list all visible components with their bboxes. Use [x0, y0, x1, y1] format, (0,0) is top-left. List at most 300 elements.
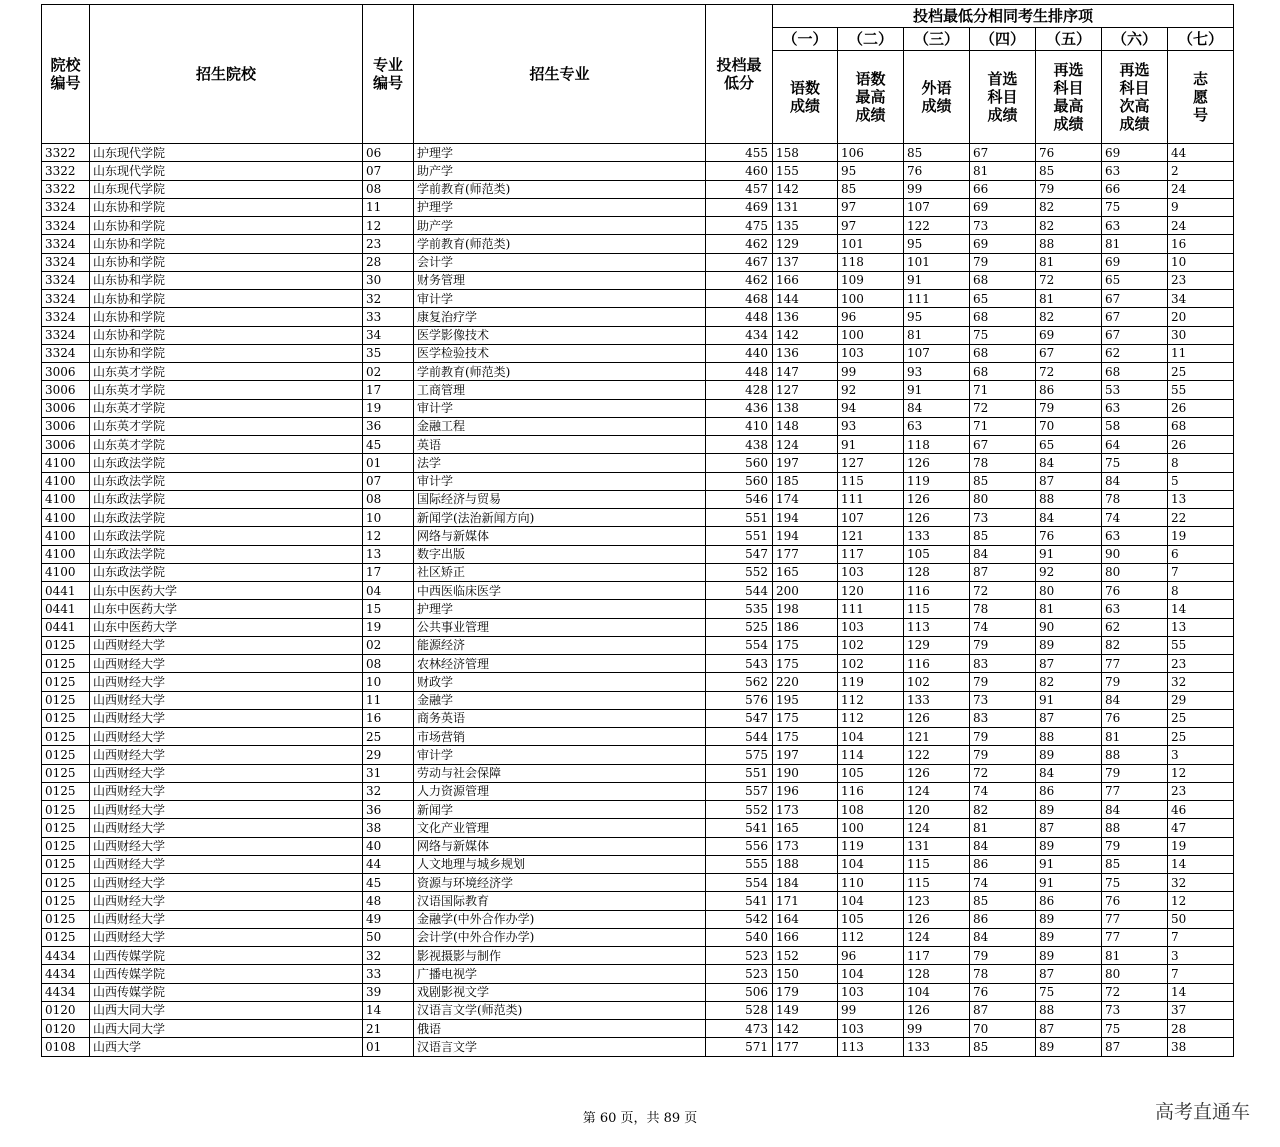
table-row	[42, 582, 1234, 600]
cell-foreign-lang: 115	[904, 874, 970, 892]
cell-school-name: 山东英才学院	[90, 417, 363, 435]
cell-second-subject-max: 89	[1036, 947, 1102, 965]
cell-first-subject: 68	[970, 271, 1036, 289]
cell-first-subject: 75	[970, 326, 1036, 344]
cell-second-subject-max: 82	[1036, 673, 1102, 691]
cell-first-subject: 66	[970, 180, 1036, 198]
cell-major-name: 助产学	[414, 217, 706, 235]
cell-chinese-math-max: 119	[838, 837, 904, 855]
page-footer: 第 60 页，共 89 页	[582, 1111, 698, 1126]
cell-major-name: 康复治疗学	[414, 308, 706, 326]
cell-preference-no: 25	[1168, 709, 1234, 727]
cell-second-subject-next: 67	[1102, 326, 1168, 344]
cell-school-name: 山东政法学院	[90, 509, 363, 527]
cell-school-code: 3322	[42, 162, 90, 180]
table-row	[42, 308, 1234, 326]
cell-second-subject-max: 91	[1036, 855, 1102, 873]
cell-first-subject: 81	[970, 162, 1036, 180]
cell-preference-no: 5	[1168, 472, 1234, 490]
cell-major-code: 32	[363, 290, 414, 308]
table-row	[42, 728, 1234, 746]
cell-major-code: 33	[363, 965, 414, 983]
cell-second-subject-next: 53	[1102, 381, 1168, 399]
table-row	[42, 947, 1234, 965]
cell-school-name: 山东现代学院	[90, 180, 363, 198]
cell-preference-no: 44	[1168, 144, 1234, 162]
header-order-7: （七）	[1168, 28, 1234, 51]
cell-second-subject-max: 91	[1036, 545, 1102, 563]
cell-first-subject: 71	[970, 381, 1036, 399]
cell-first-subject: 67	[970, 436, 1036, 454]
cell-preference-no: 13	[1168, 490, 1234, 508]
cell-min-score: 525	[706, 618, 773, 636]
cell-major-name: 金融工程	[414, 417, 706, 435]
cell-chinese-math-max: 97	[838, 217, 904, 235]
cell-major-code: 39	[363, 983, 414, 1001]
cell-first-subject: 78	[970, 454, 1036, 472]
cell-major-name: 公共事业管理	[414, 618, 706, 636]
cell-min-score: 440	[706, 344, 773, 362]
cell-school-code: 3324	[42, 326, 90, 344]
cell-foreign-lang: 99	[904, 180, 970, 198]
cell-school-code: 3322	[42, 180, 90, 198]
cell-major-name: 金融学	[414, 691, 706, 709]
cell-chinese-math-max: 106	[838, 144, 904, 162]
cell-second-subject-max: 85	[1036, 162, 1102, 180]
cell-min-score: 554	[706, 874, 773, 892]
cell-chinese-math: 164	[773, 910, 838, 928]
cell-second-subject-max: 81	[1036, 600, 1102, 618]
cell-foreign-lang: 113	[904, 618, 970, 636]
cell-second-subject-max: 75	[1036, 983, 1102, 1001]
cell-foreign-lang: 126	[904, 509, 970, 527]
cell-min-score: 554	[706, 636, 773, 654]
cell-school-code: 3322	[42, 144, 90, 162]
cell-foreign-lang: 131	[904, 837, 970, 855]
cell-school-code: 4100	[42, 527, 90, 545]
cell-major-name: 新闻学(法治新闻方向)	[414, 509, 706, 527]
cell-major-name: 汉语国际教育	[414, 892, 706, 910]
cell-chinese-math-max: 115	[838, 472, 904, 490]
cell-foreign-lang: 119	[904, 472, 970, 490]
cell-major-code: 34	[363, 326, 414, 344]
cell-major-code: 11	[363, 198, 414, 216]
cell-second-subject-max: 82	[1036, 308, 1102, 326]
cell-chinese-math: 166	[773, 271, 838, 289]
cell-preference-no: 26	[1168, 436, 1234, 454]
table-row	[42, 271, 1234, 289]
cell-second-subject-next: 75	[1102, 1020, 1168, 1038]
cell-preference-no: 8	[1168, 582, 1234, 600]
cell-major-name: 护理学	[414, 600, 706, 618]
cell-second-subject-next: 80	[1102, 563, 1168, 581]
cell-chinese-math: 173	[773, 837, 838, 855]
cell-school-name: 山东中医药大学	[90, 618, 363, 636]
cell-major-name: 医学影像技术	[414, 326, 706, 344]
cell-min-score: 473	[706, 1020, 773, 1038]
cell-school-name: 山西财经大学	[90, 782, 363, 800]
cell-foreign-lang: 91	[904, 271, 970, 289]
cell-second-subject-max: 84	[1036, 509, 1102, 527]
cell-major-name: 财务管理	[414, 271, 706, 289]
cell-second-subject-next: 77	[1102, 928, 1168, 946]
cell-min-score: 562	[706, 673, 773, 691]
cell-school-name: 山西财经大学	[90, 819, 363, 837]
cell-school-code: 4100	[42, 472, 90, 490]
cell-first-subject: 79	[970, 728, 1036, 746]
cell-foreign-lang: 123	[904, 892, 970, 910]
cell-major-name: 审计学	[414, 290, 706, 308]
cell-chinese-math-max: 99	[838, 1001, 904, 1019]
cell-min-score: 438	[706, 436, 773, 454]
cell-school-name: 山东中医药大学	[90, 600, 363, 618]
table-row	[42, 801, 1234, 819]
cell-major-code: 19	[363, 618, 414, 636]
cell-chinese-math: 200	[773, 582, 838, 600]
cell-min-score: 523	[706, 965, 773, 983]
cell-school-name: 山西财经大学	[90, 764, 363, 782]
cell-min-score: 535	[706, 600, 773, 618]
cell-first-subject: 83	[970, 655, 1036, 673]
cell-second-subject-max: 82	[1036, 198, 1102, 216]
cell-school-name: 山西财经大学	[90, 837, 363, 855]
cell-chinese-math-max: 110	[838, 874, 904, 892]
cell-second-subject-next: 58	[1102, 417, 1168, 435]
cell-major-name: 中西医临床医学	[414, 582, 706, 600]
cell-preference-no: 16	[1168, 235, 1234, 253]
cell-preference-no: 14	[1168, 983, 1234, 1001]
cell-school-name: 山东英才学院	[90, 381, 363, 399]
cell-school-code: 0125	[42, 709, 90, 727]
cell-foreign-lang: 129	[904, 636, 970, 654]
cell-chinese-math-max: 105	[838, 910, 904, 928]
cell-major-name: 学前教育(师范类)	[414, 180, 706, 198]
cell-preference-no: 22	[1168, 509, 1234, 527]
cell-chinese-math-max: 102	[838, 636, 904, 654]
cell-school-name: 山西传媒学院	[90, 965, 363, 983]
cell-chinese-math-max: 92	[838, 381, 904, 399]
cell-school-code: 0125	[42, 874, 90, 892]
cell-chinese-math-max: 109	[838, 271, 904, 289]
table-header	[42, 5, 1234, 144]
cell-chinese-math: 129	[773, 235, 838, 253]
cell-preference-no: 34	[1168, 290, 1234, 308]
cell-school-code: 3324	[42, 344, 90, 362]
cell-foreign-lang: 104	[904, 983, 970, 1001]
cell-school-code: 0441	[42, 618, 90, 636]
cell-preference-no: 32	[1168, 673, 1234, 691]
cell-min-score: 541	[706, 819, 773, 837]
cell-chinese-math-max: 118	[838, 253, 904, 271]
cell-school-code: 4100	[42, 454, 90, 472]
table-row	[42, 636, 1234, 654]
cell-first-subject: 87	[970, 563, 1036, 581]
cell-second-subject-next: 76	[1102, 892, 1168, 910]
cell-chinese-math: 174	[773, 490, 838, 508]
header-order-3: （三）	[904, 28, 970, 51]
cell-preference-no: 14	[1168, 855, 1234, 873]
cell-min-score: 576	[706, 691, 773, 709]
table-row	[42, 655, 1234, 673]
cell-chinese-math: 136	[773, 308, 838, 326]
cell-min-score: 462	[706, 271, 773, 289]
cell-first-subject: 76	[970, 983, 1036, 1001]
cell-school-code: 4434	[42, 983, 90, 1001]
cell-chinese-math-max: 107	[838, 509, 904, 527]
cell-chinese-math: 152	[773, 947, 838, 965]
cell-preference-no: 47	[1168, 819, 1234, 837]
cell-first-subject: 74	[970, 618, 1036, 636]
table-row	[42, 381, 1234, 399]
cell-foreign-lang: 91	[904, 381, 970, 399]
header-order-2: （二）	[838, 28, 904, 51]
cell-first-subject: 73	[970, 509, 1036, 527]
cell-major-name: 国际经济与贸易	[414, 490, 706, 508]
cell-foreign-lang: 95	[904, 308, 970, 326]
cell-chinese-math-max: 97	[838, 198, 904, 216]
header-sort-group: 投档最低分相同考生排序项	[773, 5, 1234, 28]
table-row	[42, 1020, 1234, 1038]
cell-second-subject-max: 88	[1036, 235, 1102, 253]
cell-foreign-lang: 118	[904, 436, 970, 454]
cell-second-subject-next: 84	[1102, 801, 1168, 819]
cell-min-score: 506	[706, 983, 773, 1001]
cell-major-code: 36	[363, 417, 414, 435]
cell-min-score: 551	[706, 509, 773, 527]
cell-min-score: 552	[706, 801, 773, 819]
cell-second-subject-next: 62	[1102, 344, 1168, 362]
cell-chinese-math-max: 121	[838, 527, 904, 545]
cell-major-code: 31	[363, 764, 414, 782]
table-row	[42, 162, 1234, 180]
cell-major-code: 40	[363, 837, 414, 855]
cell-major-code: 02	[363, 363, 414, 381]
table-row	[42, 198, 1234, 216]
cell-second-subject-next: 75	[1102, 454, 1168, 472]
cell-foreign-lang: 133	[904, 691, 970, 709]
cell-chinese-math: 148	[773, 417, 838, 435]
cell-foreign-lang: 133	[904, 527, 970, 545]
cell-min-score: 544	[706, 582, 773, 600]
cell-school-name: 山西财经大学	[90, 855, 363, 873]
cell-second-subject-next: 64	[1102, 436, 1168, 454]
cell-school-name: 山西财经大学	[90, 709, 363, 727]
cell-major-code: 14	[363, 1001, 414, 1019]
cell-major-code: 17	[363, 381, 414, 399]
cell-major-code: 32	[363, 782, 414, 800]
cell-second-subject-next: 63	[1102, 217, 1168, 235]
table-row	[42, 691, 1234, 709]
cell-chinese-math: 175	[773, 728, 838, 746]
cell-foreign-lang: 93	[904, 363, 970, 381]
cell-first-subject: 79	[970, 636, 1036, 654]
cell-chinese-math: 173	[773, 801, 838, 819]
table-row	[42, 965, 1234, 983]
cell-foreign-lang: 133	[904, 1038, 970, 1056]
cell-chinese-math-max: 105	[838, 764, 904, 782]
cell-major-name: 市场营销	[414, 728, 706, 746]
cell-first-subject: 68	[970, 344, 1036, 362]
cell-preference-no: 8	[1168, 454, 1234, 472]
cell-second-subject-max: 92	[1036, 563, 1102, 581]
cell-major-code: 45	[363, 874, 414, 892]
cell-second-subject-max: 76	[1036, 144, 1102, 162]
header-order-5: （五）	[1036, 28, 1102, 51]
cell-school-name: 山西财经大学	[90, 928, 363, 946]
cell-chinese-math-max: 112	[838, 928, 904, 946]
cell-preference-no: 32	[1168, 874, 1234, 892]
cell-foreign-lang: 124	[904, 819, 970, 837]
cell-school-code: 0108	[42, 1038, 90, 1056]
cell-second-subject-next: 67	[1102, 290, 1168, 308]
cell-foreign-lang: 81	[904, 326, 970, 344]
cell-preference-no: 14	[1168, 600, 1234, 618]
cell-school-name: 山东政法学院	[90, 490, 363, 508]
cell-chinese-math-max: 116	[838, 782, 904, 800]
table-row	[42, 399, 1234, 417]
cell-major-name: 学前教育(师范类)	[414, 235, 706, 253]
cell-school-code: 4434	[42, 965, 90, 983]
table-row	[42, 855, 1234, 873]
cell-second-subject-next: 69	[1102, 144, 1168, 162]
table-row	[42, 928, 1234, 946]
cell-second-subject-next: 90	[1102, 545, 1168, 563]
cell-major-code: 07	[363, 472, 414, 490]
cell-chinese-math-max: 101	[838, 235, 904, 253]
cell-second-subject-max: 88	[1036, 1001, 1102, 1019]
cell-chinese-math: 184	[773, 874, 838, 892]
cell-first-subject: 72	[970, 582, 1036, 600]
cell-first-subject: 69	[970, 198, 1036, 216]
cell-school-name: 山西财经大学	[90, 673, 363, 691]
table-row	[42, 673, 1234, 691]
cell-foreign-lang: 107	[904, 344, 970, 362]
cell-min-score: 457	[706, 180, 773, 198]
cell-first-subject: 70	[970, 1020, 1036, 1038]
cell-second-subject-next: 68	[1102, 363, 1168, 381]
cell-major-code: 04	[363, 582, 414, 600]
cell-chinese-math-max: 112	[838, 691, 904, 709]
cell-chinese-math-max: 104	[838, 965, 904, 983]
cell-second-subject-max: 79	[1036, 399, 1102, 417]
table-row	[42, 618, 1234, 636]
cell-foreign-lang: 84	[904, 399, 970, 417]
cell-school-code: 0125	[42, 837, 90, 855]
cell-chinese-math-max: 100	[838, 290, 904, 308]
header-item-6: 再选科目次高成绩	[1102, 51, 1168, 144]
cell-major-code: 36	[363, 801, 414, 819]
cell-first-subject: 79	[970, 253, 1036, 271]
cell-first-subject: 67	[970, 144, 1036, 162]
cell-school-name: 山西财经大学	[90, 728, 363, 746]
cell-second-subject-next: 63	[1102, 527, 1168, 545]
cell-second-subject-max: 88	[1036, 728, 1102, 746]
cell-preference-no: 68	[1168, 417, 1234, 435]
cell-min-score: 556	[706, 837, 773, 855]
cell-min-score: 448	[706, 308, 773, 326]
cell-major-name: 护理学	[414, 144, 706, 162]
cell-major-code: 30	[363, 271, 414, 289]
cell-second-subject-max: 67	[1036, 344, 1102, 362]
header-major-name: 招生专业	[414, 5, 706, 144]
cell-major-name: 学前教育(师范类)	[414, 363, 706, 381]
cell-school-code: 3006	[42, 381, 90, 399]
cell-school-name: 山东政法学院	[90, 472, 363, 490]
cell-min-score: 523	[706, 947, 773, 965]
cell-preference-no: 29	[1168, 691, 1234, 709]
cell-chinese-math: 185	[773, 472, 838, 490]
table-row	[42, 782, 1234, 800]
cell-second-subject-max: 81	[1036, 253, 1102, 271]
cell-major-name: 社区矫正	[414, 563, 706, 581]
cell-school-code: 3324	[42, 253, 90, 271]
cell-school-code: 0125	[42, 746, 90, 764]
cell-preference-no: 25	[1168, 363, 1234, 381]
cell-min-score: 467	[706, 253, 773, 271]
table-row	[42, 1001, 1234, 1019]
cell-foreign-lang: 122	[904, 746, 970, 764]
cell-first-subject: 85	[970, 1038, 1036, 1056]
cell-second-subject-max: 87	[1036, 709, 1102, 727]
cell-first-subject: 68	[970, 308, 1036, 326]
table-row	[42, 746, 1234, 764]
cell-major-name: 金融学(中外合作办学)	[414, 910, 706, 928]
cell-min-score: 528	[706, 1001, 773, 1019]
cell-major-code: 12	[363, 217, 414, 235]
cell-school-code: 0125	[42, 801, 90, 819]
cell-chinese-math: 124	[773, 436, 838, 454]
cell-min-score: 468	[706, 290, 773, 308]
cell-chinese-math: 177	[773, 1038, 838, 1056]
cell-major-code: 01	[363, 454, 414, 472]
cell-school-code: 3006	[42, 417, 90, 435]
cell-chinese-math: 131	[773, 198, 838, 216]
cell-chinese-math-max: 85	[838, 180, 904, 198]
cell-chinese-math-max: 120	[838, 582, 904, 600]
cell-second-subject-max: 89	[1036, 801, 1102, 819]
cell-second-subject-max: 72	[1036, 363, 1102, 381]
cell-school-code: 0441	[42, 600, 90, 618]
cell-preference-no: 13	[1168, 618, 1234, 636]
cell-second-subject-next: 63	[1102, 162, 1168, 180]
cell-first-subject: 84	[970, 837, 1036, 855]
table-row	[42, 892, 1234, 910]
cell-major-code: 45	[363, 436, 414, 454]
cell-second-subject-next: 63	[1102, 600, 1168, 618]
cell-foreign-lang: 95	[904, 235, 970, 253]
cell-major-name: 能源经济	[414, 636, 706, 654]
cell-school-name: 山西大同大学	[90, 1001, 363, 1019]
cell-second-subject-next: 81	[1102, 235, 1168, 253]
cell-school-code: 3324	[42, 235, 90, 253]
table-row	[42, 837, 1234, 855]
cell-second-subject-next: 88	[1102, 746, 1168, 764]
cell-second-subject-next: 84	[1102, 691, 1168, 709]
cell-first-subject: 72	[970, 399, 1036, 417]
table-row	[42, 509, 1234, 527]
cell-school-name: 山东现代学院	[90, 162, 363, 180]
cell-preference-no: 3	[1168, 746, 1234, 764]
cell-chinese-math-max: 103	[838, 1020, 904, 1038]
cell-first-subject: 68	[970, 363, 1036, 381]
table-row	[42, 819, 1234, 837]
cell-school-name: 山西传媒学院	[90, 947, 363, 965]
cell-school-code: 3324	[42, 290, 90, 308]
cell-chinese-math-max: 91	[838, 436, 904, 454]
cell-chinese-math: 186	[773, 618, 838, 636]
cell-second-subject-max: 76	[1036, 527, 1102, 545]
cell-major-code: 11	[363, 691, 414, 709]
